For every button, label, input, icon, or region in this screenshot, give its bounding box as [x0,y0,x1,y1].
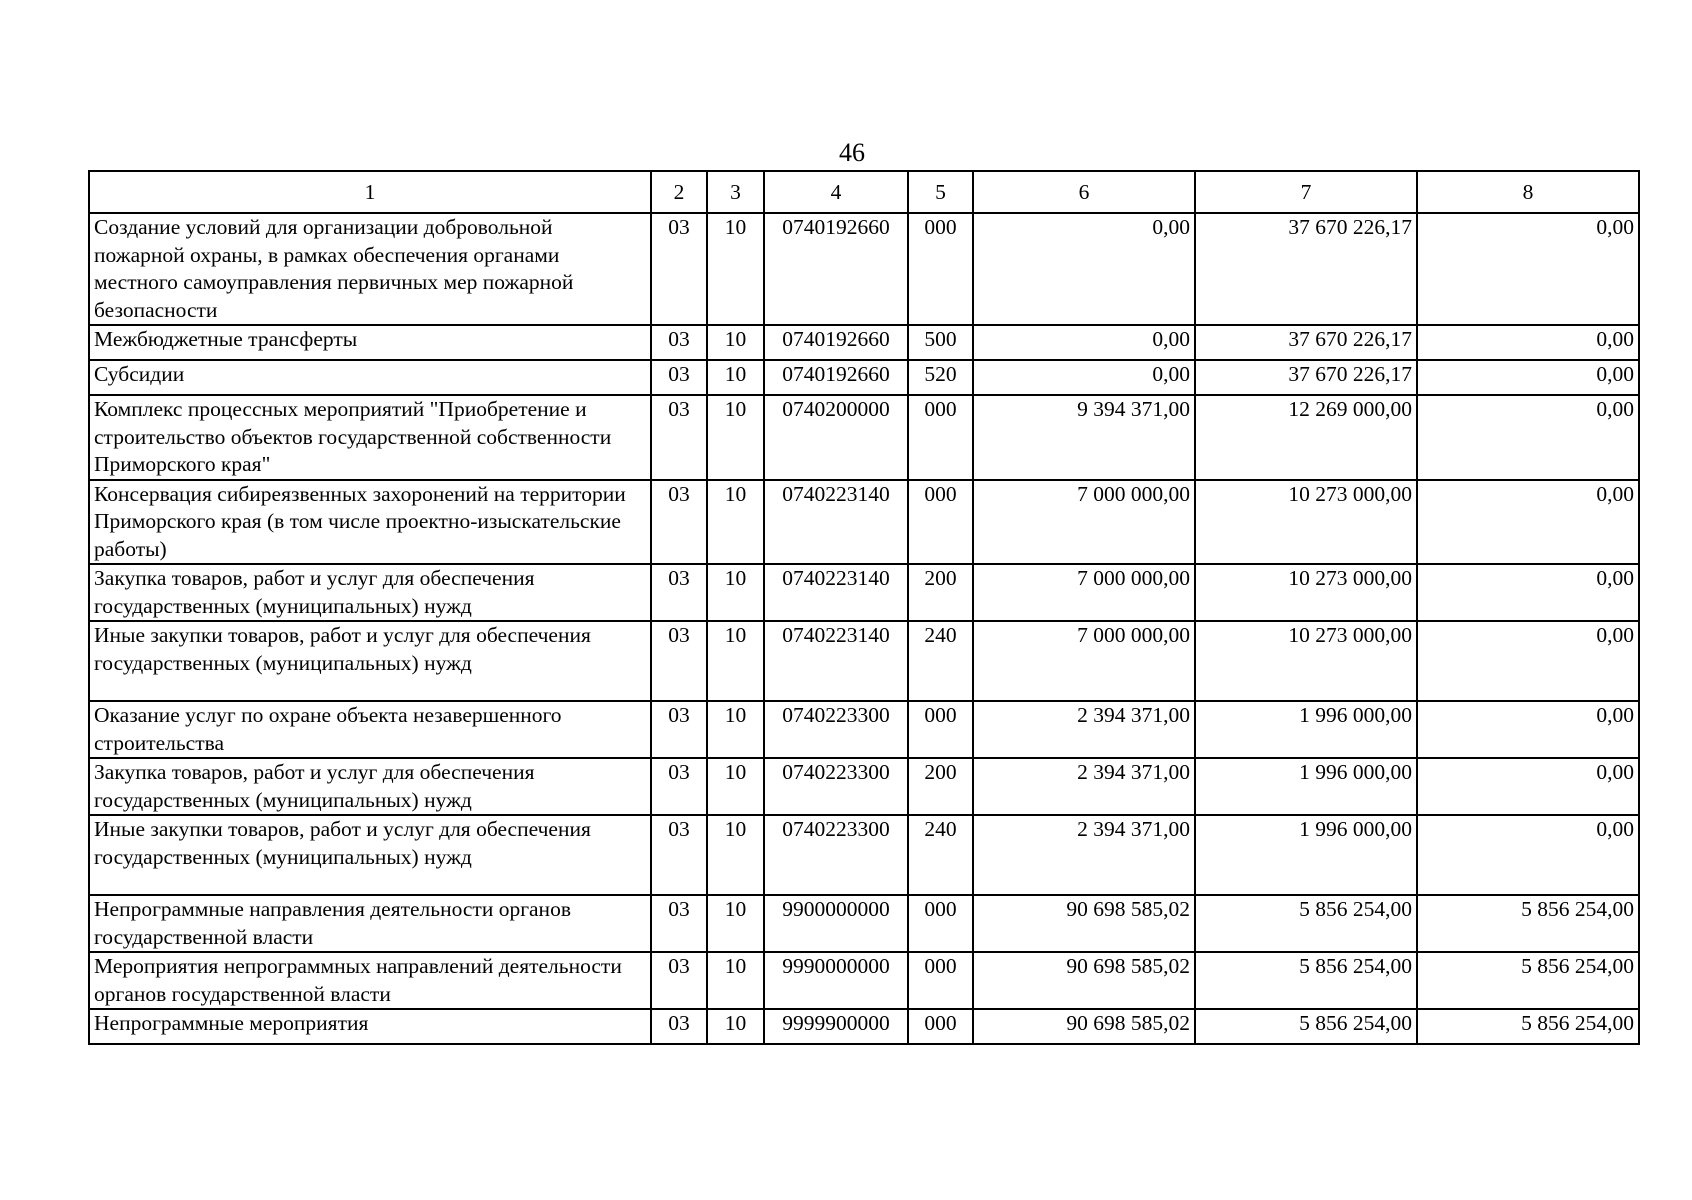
column-header-7: 7 [1195,171,1417,213]
row-name: Создание условий для организации добровольной пожарной охраны, в рамках обеспечения органами местного самоуправления первичных мер пожарной безопасности [89,213,651,325]
row-amount-col8: 0,00 [1417,815,1639,895]
row-name: Комплекс процессных мероприятий "Приобретение и строительство объектов государственной собственности Приморского края" [89,395,651,480]
row-subsection: 10 [707,621,764,701]
row-amount-col7: 1 996 000,00 [1195,758,1417,815]
table-row [89,758,1639,815]
row-amount-col7: 1 996 000,00 [1195,815,1417,895]
row-expense-type: 200 [908,564,973,621]
row-section: 03 [651,325,707,360]
row-expense-type: 000 [908,952,973,1009]
row-target-article: 0740192660 [764,360,908,395]
row-amount-col7: 12 269 000,00 [1195,395,1417,480]
row-section: 03 [651,1009,707,1044]
row-name: Межбюджетные трансферты [89,325,651,360]
column-header-8: 8 [1417,171,1639,213]
page-number: 46 [839,138,865,167]
column-header-3: 3 [707,171,764,213]
row-section: 03 [651,701,707,758]
row-subsection: 10 [707,758,764,815]
row-amount-col6: 0,00 [973,213,1195,325]
row-section: 03 [651,360,707,395]
table-header [89,171,1639,213]
row-amount-col6: 7 000 000,00 [973,564,1195,621]
row-amount-col6: 7 000 000,00 [973,621,1195,701]
row-target-article: 0740223140 [764,621,908,701]
row-amount-col6: 2 394 371,00 [973,758,1195,815]
row-amount-col7: 1 996 000,00 [1195,701,1417,758]
row-expense-type: 000 [908,895,973,952]
table-row [89,1009,1639,1044]
column-header-2: 2 [651,171,707,213]
row-subsection: 10 [707,480,764,565]
row-expense-type: 240 [908,621,973,701]
table-row [89,815,1639,895]
table-row [89,395,1639,480]
row-name: Закупка товаров, работ и услуг для обеспечения государственных (муниципальных) нужд [89,758,651,815]
row-amount-col8: 0,00 [1417,395,1639,480]
row-amount-col6: 2 394 371,00 [973,815,1195,895]
table-row [89,213,1639,325]
table-row [89,952,1639,1009]
row-amount-col8: 0,00 [1417,360,1639,395]
row-amount-col7: 10 273 000,00 [1195,621,1417,701]
row-amount-col6: 2 394 371,00 [973,701,1195,758]
row-section: 03 [651,895,707,952]
table-row [89,701,1639,758]
row-expense-type: 000 [908,480,973,565]
row-amount-col6: 0,00 [973,360,1195,395]
row-name: Иные закупки товаров, работ и услуг для обеспечения государственных (муниципальных) нужд [89,815,651,895]
row-section: 03 [651,758,707,815]
row-section: 03 [651,621,707,701]
row-target-article: 0740223300 [764,701,908,758]
table-row [89,360,1639,395]
row-name: Субсидии [89,360,651,395]
row-target-article: 0740200000 [764,395,908,480]
row-amount-col8: 0,00 [1417,621,1639,701]
row-subsection: 10 [707,895,764,952]
row-expense-type: 000 [908,1009,973,1044]
row-amount-col8: 0,00 [1417,213,1639,325]
row-amount-col6: 90 698 585,02 [973,1009,1195,1044]
row-name: Закупка товаров, работ и услуг для обеспечения государственных (муниципальных) нужд [89,564,651,621]
row-expense-type: 000 [908,213,973,325]
row-name: Оказание услуг по охране объекта незавершенного строительства [89,701,651,758]
row-subsection: 10 [707,325,764,360]
row-amount-col8: 0,00 [1417,480,1639,565]
row-amount-col7: 10 273 000,00 [1195,564,1417,621]
table-row [89,621,1639,701]
row-target-article: 9900000000 [764,895,908,952]
row-amount-col8: 0,00 [1417,758,1639,815]
row-target-article: 0740223140 [764,564,908,621]
row-amount-col7: 37 670 226,17 [1195,325,1417,360]
row-amount-col6: 90 698 585,02 [973,952,1195,1009]
row-amount-col7: 5 856 254,00 [1195,895,1417,952]
row-amount-col8: 0,00 [1417,701,1639,758]
row-name: Мероприятия непрограммных направлений деятельности органов государственной власти [89,952,651,1009]
row-subsection: 10 [707,395,764,480]
row-amount-col6: 7 000 000,00 [973,480,1195,565]
row-amount-col7: 37 670 226,17 [1195,360,1417,395]
row-target-article: 9990000000 [764,952,908,1009]
row-section: 03 [651,952,707,1009]
row-expense-type: 200 [908,758,973,815]
row-amount-col6: 0,00 [973,325,1195,360]
row-subsection: 10 [707,701,764,758]
column-header-1: 1 [89,171,651,213]
row-subsection: 10 [707,1009,764,1044]
row-amount-col8: 0,00 [1417,325,1639,360]
row-subsection: 10 [707,952,764,1009]
row-section: 03 [651,815,707,895]
row-amount-col7: 5 856 254,00 [1195,952,1417,1009]
column-header-5: 5 [908,171,973,213]
column-header-4: 4 [764,171,908,213]
row-subsection: 10 [707,360,764,395]
table-row [89,325,1639,360]
row-amount-col6: 9 394 371,00 [973,395,1195,480]
row-name: Непрограммные мероприятия [89,1009,651,1044]
table-row [89,480,1639,565]
row-target-article: 0740192660 [764,213,908,325]
row-expense-type: 240 [908,815,973,895]
row-target-article: 0740192660 [764,325,908,360]
row-section: 03 [651,564,707,621]
row-name: Иные закупки товаров, работ и услуг для обеспечения государственных (муниципальных) нужд [89,621,651,701]
row-section: 03 [651,480,707,565]
row-amount-col6: 90 698 585,02 [973,895,1195,952]
row-expense-type: 000 [908,395,973,480]
column-header-6: 6 [973,171,1195,213]
row-name: Непрограммные направления деятельности органов государственной власти [89,895,651,952]
row-target-article: 0740223140 [764,480,908,565]
row-amount-col7: 5 856 254,00 [1195,1009,1417,1044]
table-row [89,564,1639,621]
row-amount-col8: 0,00 [1417,564,1639,621]
row-expense-type: 500 [908,325,973,360]
table-body [89,213,1639,1044]
row-name: Консервация сибиреязвенных захоронений на территории Приморского края (в том числе проектно-изыскательские работы) [89,480,651,565]
row-amount-col7: 10 273 000,00 [1195,480,1417,565]
row-amount-col8: 5 856 254,00 [1417,952,1639,1009]
budget-table [88,170,1640,1045]
table-row [89,895,1639,952]
row-amount-col8: 5 856 254,00 [1417,1009,1639,1044]
row-expense-type: 000 [908,701,973,758]
row-section: 03 [651,395,707,480]
row-section: 03 [651,213,707,325]
row-target-article: 0740223300 [764,758,908,815]
row-amount-col8: 5 856 254,00 [1417,895,1639,952]
header-row [89,171,1639,213]
row-target-article: 9999900000 [764,1009,908,1044]
row-amount-col7: 37 670 226,17 [1195,213,1417,325]
row-subsection: 10 [707,815,764,895]
row-subsection: 10 [707,213,764,325]
row-target-article: 0740223300 [764,815,908,895]
row-expense-type: 520 [908,360,973,395]
row-subsection: 10 [707,564,764,621]
